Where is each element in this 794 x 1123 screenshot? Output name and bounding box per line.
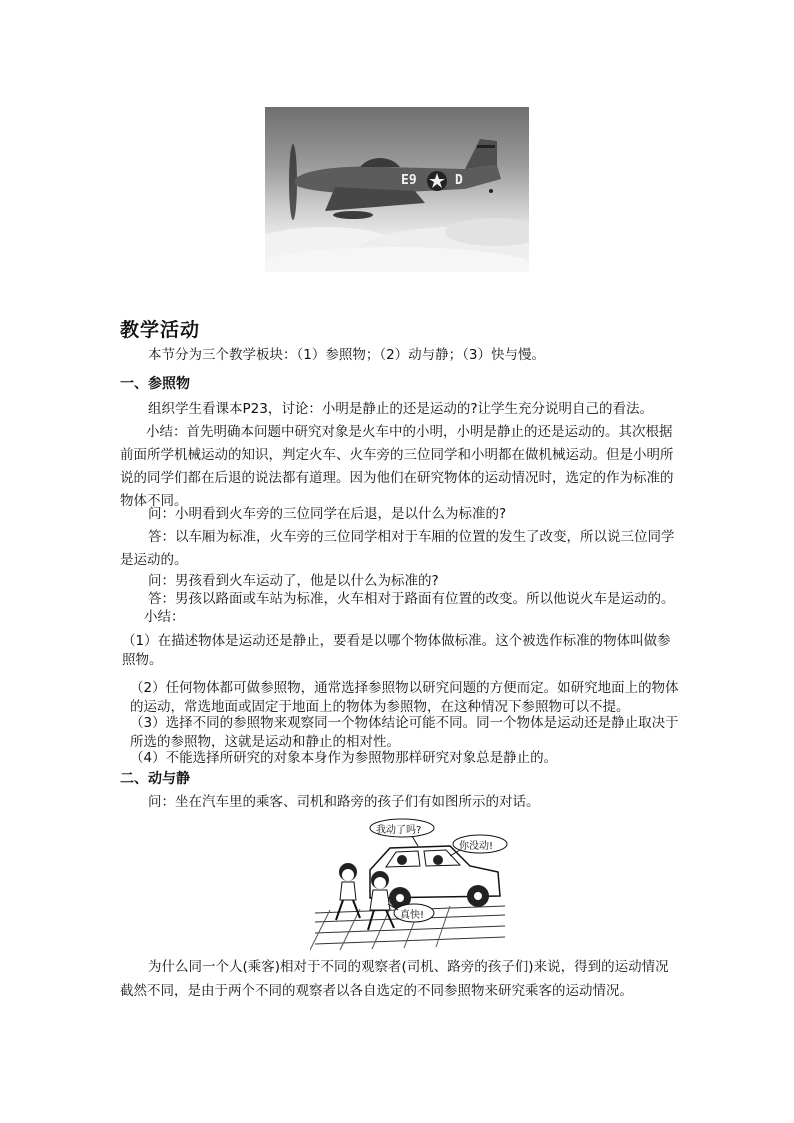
answer-2: 答：男孩以路面或车站为标准，火车相对于路面有位置的改变。所以他说火车是运动的。: [148, 591, 675, 607]
point-1: （1）在描述物体是运动还是静止，要看是以哪个物体做标准。这个被选作标准的物体叫做参照物。: [122, 633, 671, 668]
bubble-driver: 你没动!: [459, 841, 494, 852]
car-cartoon: [310, 818, 510, 952]
point-3: （3）选择不同的参照物来观察同一个物体结论可能不同。同一个物体是运动还是静止取决于所选的参照物，这就是运动和静止的相对性。: [130, 715, 679, 750]
answer-1: 答：以车厢为标准，火车旁的三位同学相对于车厢的位置的发生了改变，所以说三位同学是运动的。: [120, 529, 675, 568]
bubble-passenger: 我动了吗?: [376, 825, 422, 836]
bubble-children: 真快!: [400, 910, 425, 921]
marking-left: E9: [401, 173, 417, 188]
paragraph-discussion: 组织学生看课本P23，讨论：小明是静止的还是运动的?让学生充分说明自己的看法。: [148, 401, 653, 417]
point-2: （2）任何物体都可做参照物，通常选择参照物以研究问题的方便而定。如研究地面上的物体的运动，常选地面或固定于地面上的物体为参照物，在这种情况下参照物可以不提。: [130, 680, 679, 715]
question-2: 问：男孩看到火车运动了，他是以什么为标准的?: [148, 573, 439, 589]
airplane-photo: [265, 107, 529, 272]
marking-right: D: [455, 173, 463, 188]
paragraph-summary: 小结：首先明确本问题中研究对象是火车中的小明，小明是静止的还是运动的。其次根据前面所学机械运动的知识，判定火车、火车旁的三位同学和小明都在做机械运动。但是小明所说的同学们都在后退的说法都有道理。因为他们在研究物体的运动情况时，选定的作为标准的物体不同。: [120, 424, 674, 509]
heading-motion-rest: 二、动与静: [120, 771, 190, 787]
point-4: （4）不能选择所研究的对象本身作为参照物那样研究对象总是静止的。: [130, 750, 558, 766]
heading-reference: 一、参照物: [120, 376, 190, 392]
question-dialogue: 问：坐在汽车里的乘客、司机和路旁的孩子们有如图所示的对话。: [148, 794, 540, 810]
section-title: 教学活动: [120, 319, 201, 341]
summary-label: 小结：: [144, 609, 185, 625]
paragraph-explanation: 为什么同一个人(乘客)相对于不同的观察者(司机、路旁的孩子们)来说，得到的运动情况截然不同，是由于两个不同的观察者以各自选定的不同参照物来研究乘客的运动情况。: [120, 959, 669, 999]
question-1: 问：小明看到火车旁的三位同学在后退，是以什么为标准的?: [148, 506, 507, 522]
airplane-icon: [265, 107, 529, 272]
intro-text: 本节分为三个教学板块：（1）参照物；（2）动与静；（3）快与慢。: [148, 347, 546, 363]
